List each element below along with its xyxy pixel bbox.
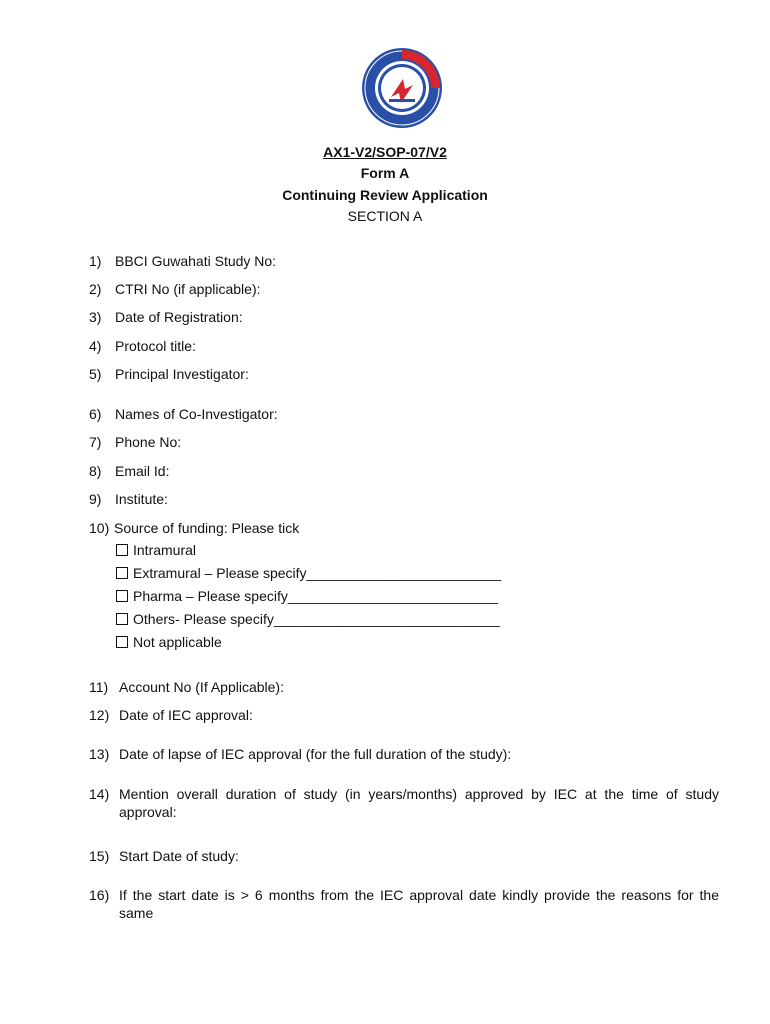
blank-line[interactable]: ___________________________ <box>287 588 499 604</box>
section-title: SECTION A <box>347 208 423 224</box>
field-principal-investigator: 5) Principal Investigator: <box>89 366 249 382</box>
checkbox[interactable] <box>116 613 128 625</box>
field-account-no: 11) Account No (If Applicable): <box>89 679 284 695</box>
field-study-no: 1) BBCI Guwahati Study No: <box>89 253 277 269</box>
field-date-iec-approval: 12) Date of IEC approval: <box>89 707 253 723</box>
field-phone: 7) Phone No: <box>89 434 182 450</box>
field-email: 8) Email Id: <box>89 463 170 479</box>
field-start-date-reasons: 16) If the start date is > 6 months from the IEC approval date kindly provide the reasons for the same <box>89 887 719 921</box>
form-name: Form A <box>360 165 410 181</box>
blank-line[interactable]: _________________________ <box>306 565 502 581</box>
field-institute: 9) Institute: <box>89 491 168 507</box>
funding-option-pharma[interactable]: Pharma – Please specify___________________________ <box>116 587 498 605</box>
checkbox[interactable] <box>116 636 128 648</box>
field-start-date: 15) Start Date of study: <box>89 848 239 864</box>
field-co-investigator: 6) Names of Co-Investigator: <box>89 406 278 422</box>
field-protocol-title: 4) Protocol title: <box>89 338 196 354</box>
funding-option-intramural[interactable]: Intramural <box>116 541 196 559</box>
field-date-registration: 3) Date of Registration: <box>89 309 243 325</box>
field-date-lapse-iec: 13) Date of lapse of IEC approval (for the full duration of the study): <box>89 746 512 762</box>
funding-option-others[interactable]: Others- Please specify_____________________________ <box>116 610 500 628</box>
field-overall-duration: 14) Mention overall duration of study (in years/months) approved by IEC at the time of study approval: <box>89 786 719 820</box>
institution-seal-logo <box>361 47 443 129</box>
checkbox[interactable] <box>116 544 128 556</box>
blank-line[interactable]: _____________________________ <box>273 611 500 627</box>
field-source-funding: 10) Source of funding: Please tick <box>89 520 300 536</box>
funding-option-not-applicable[interactable]: Not applicable <box>116 633 222 651</box>
form-code: AX1-V2/SOP-07/V2 <box>323 144 447 160</box>
checkbox[interactable] <box>116 590 128 602</box>
form-title: Continuing Review Application <box>282 187 488 203</box>
field-ctri-no: 2) CTRI No (if applicable): <box>89 281 261 297</box>
funding-option-extramural[interactable]: Extramural – Please specify_________________________ <box>116 564 501 582</box>
checkbox[interactable] <box>116 567 128 579</box>
